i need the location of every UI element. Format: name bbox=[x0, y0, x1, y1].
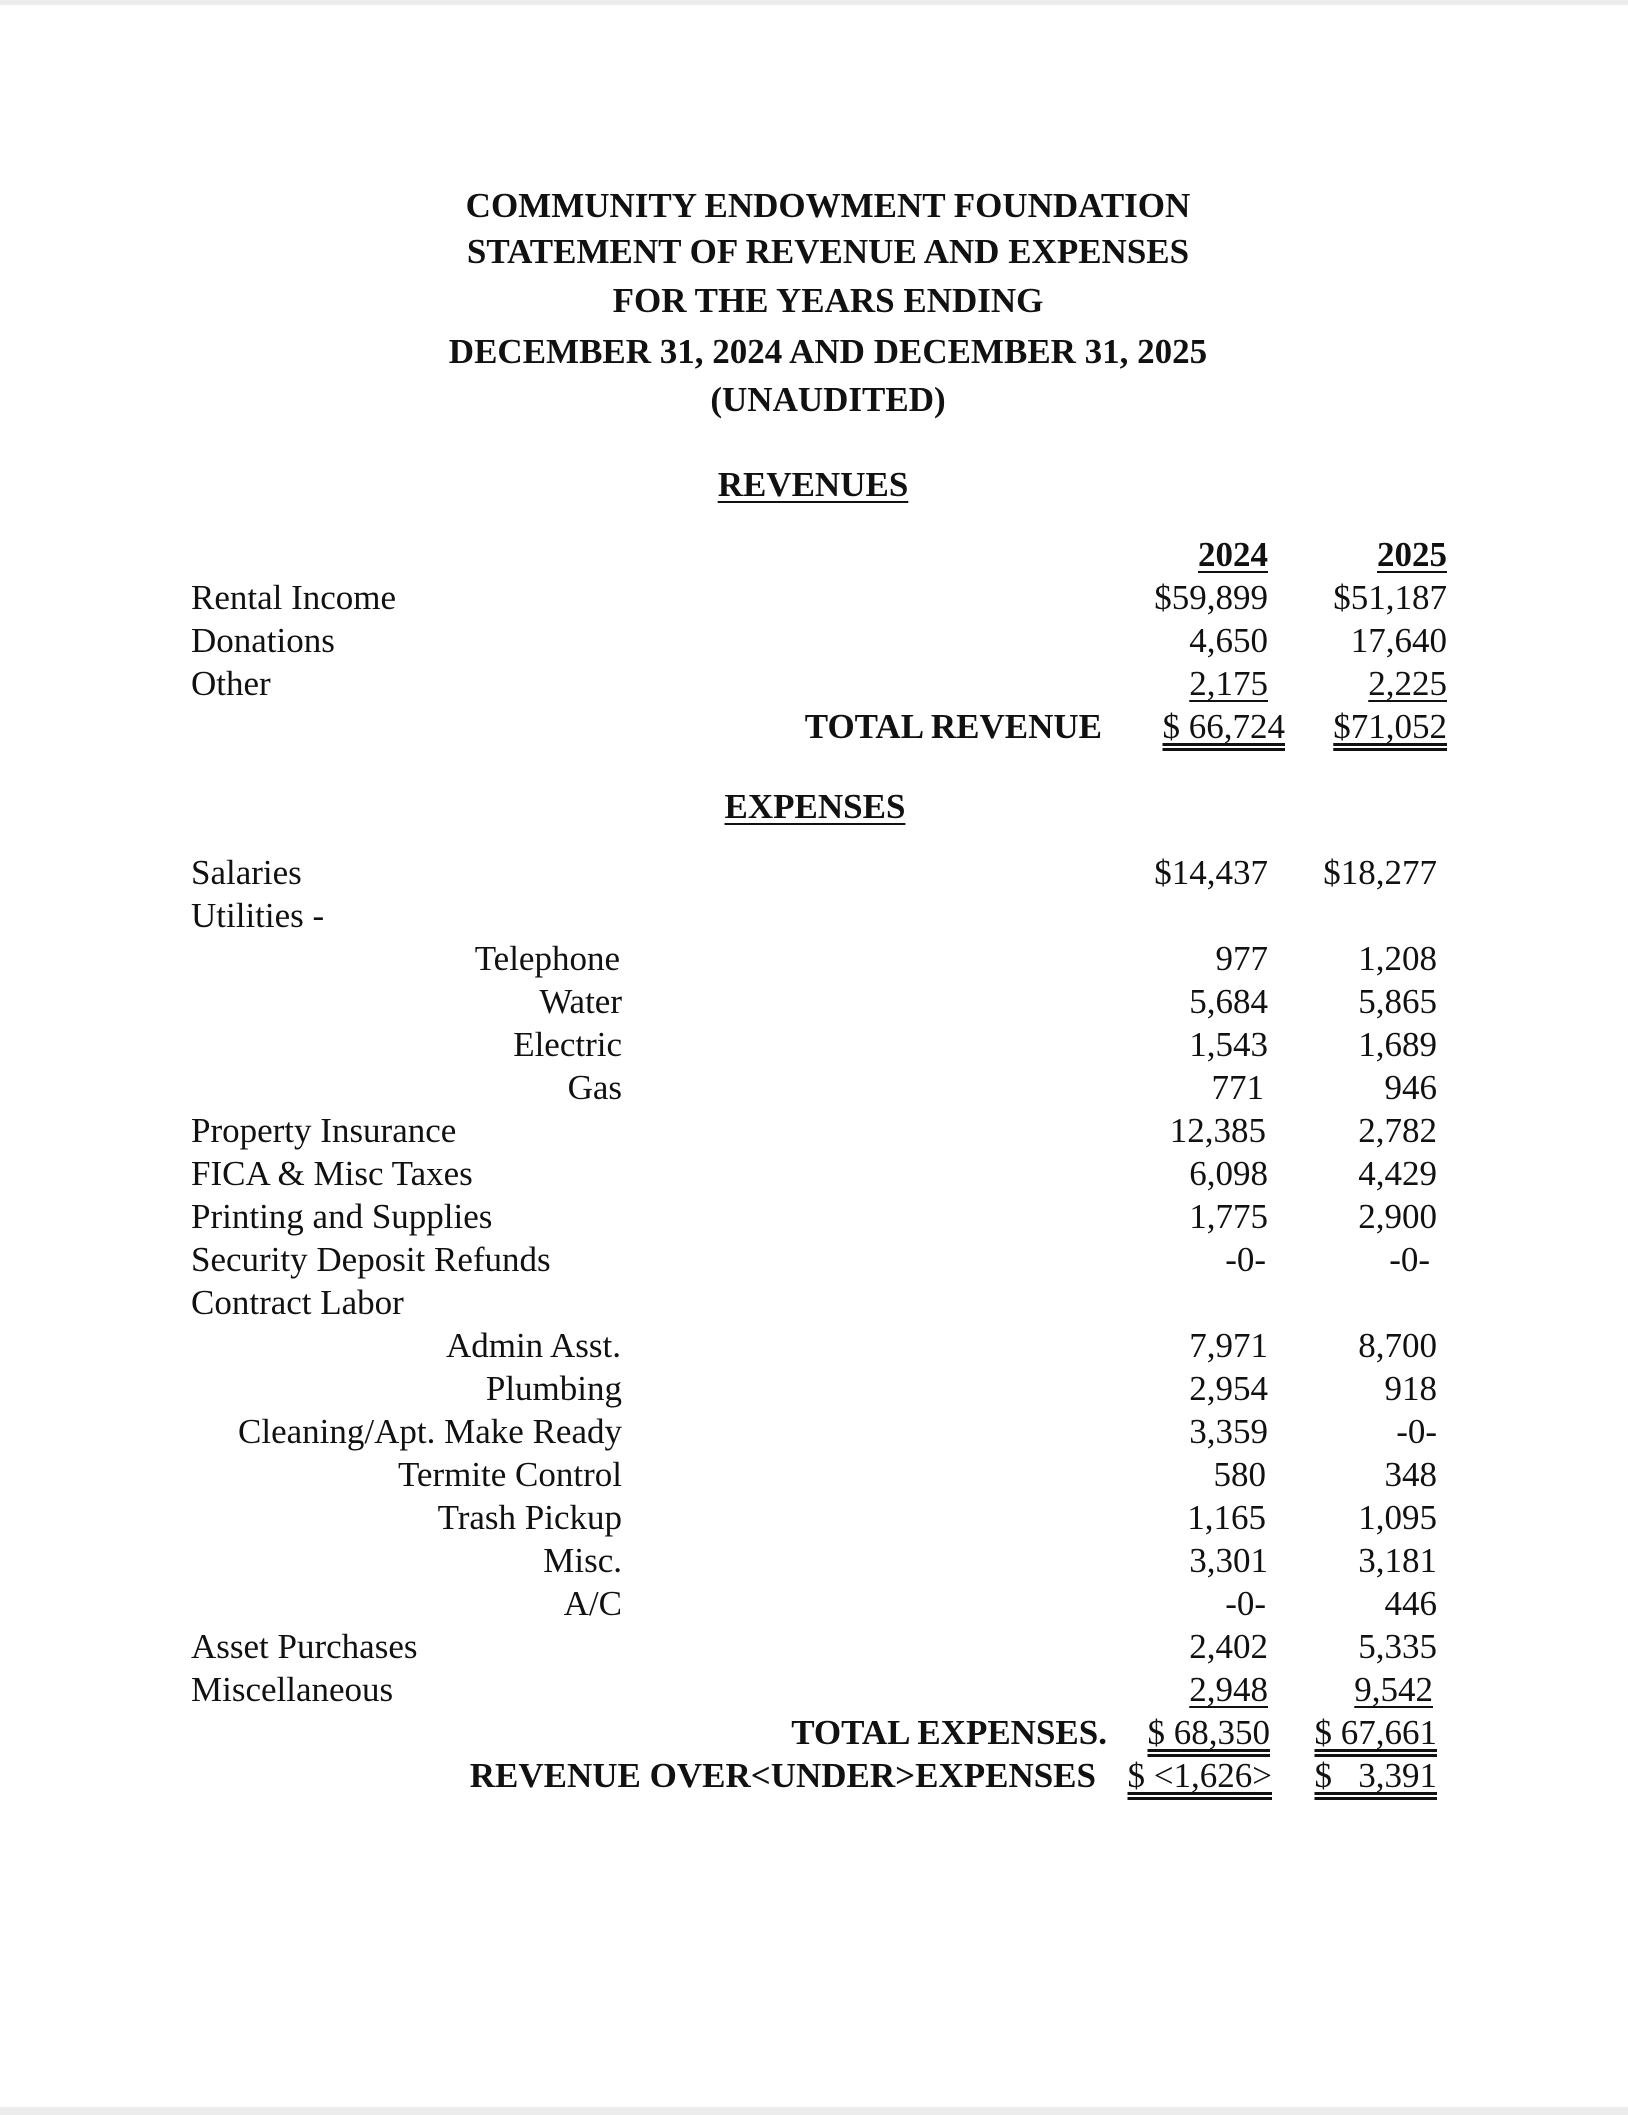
expense-row-2024: 2,402 bbox=[1189, 1627, 1268, 1666]
expense-row-2024: 580 bbox=[1213, 1455, 1266, 1494]
expense-row-label: Printing and Supplies bbox=[191, 1197, 493, 1236]
expense-subrow-label: Telephone bbox=[474, 939, 620, 978]
expense-row-2025: 5,865 bbox=[1358, 982, 1437, 1021]
expenses-heading: EXPENSES bbox=[724, 787, 906, 826]
expense-row-label: Miscellaneous bbox=[191, 1670, 394, 1709]
expense-row-2025: 2,900 bbox=[1358, 1197, 1437, 1236]
revenue-row-2025: $51,187 bbox=[1333, 578, 1447, 617]
expense-row-2025: 1,095 bbox=[1358, 1498, 1437, 1537]
expense-subrow-label: Electric bbox=[513, 1025, 622, 1064]
expense-row-2025: 918 bbox=[1384, 1369, 1437, 1408]
expense-subrow-label: Water bbox=[539, 982, 622, 1021]
expense-row-2025: 1,208 bbox=[1358, 939, 1437, 978]
expense-row-label: Salaries bbox=[191, 853, 302, 892]
expense-row-2024: 1,543 bbox=[1189, 1025, 1268, 1064]
column-header-2024: 2024 bbox=[1198, 535, 1268, 574]
revenue-row-2024: 2,175 bbox=[1189, 664, 1268, 703]
unaudited-note: (UNAUDITED) bbox=[710, 380, 946, 419]
expense-row-2024: 771 bbox=[1211, 1068, 1264, 1107]
bottom-border bbox=[0, 2107, 1628, 2115]
expense-row-2024: 12,385 bbox=[1169, 1111, 1266, 1150]
expense-subrow-label: Plumbing bbox=[485, 1369, 622, 1408]
expense-subrow-label: Trash Pickup bbox=[437, 1498, 622, 1537]
revenue-row-2024: $59,899 bbox=[1154, 578, 1268, 617]
contract-labor-label: Contract Labor bbox=[191, 1283, 404, 1322]
expense-subrow-label: Cleaning/Apt. Make Ready bbox=[238, 1412, 622, 1451]
expense-row-2024: -0- bbox=[1225, 1584, 1266, 1623]
expense-row-2025: 348 bbox=[1384, 1455, 1437, 1494]
revenue-row-2024: 4,650 bbox=[1189, 621, 1268, 660]
expense-subrow-label: Termite Control bbox=[397, 1455, 622, 1494]
expense-subrow-label: Misc. bbox=[543, 1541, 622, 1580]
expense-row-2025: -0- bbox=[1389, 1240, 1430, 1279]
expense-row-2025: 9,542 bbox=[1354, 1670, 1433, 1709]
revenue-row-label: Donations bbox=[191, 621, 335, 660]
total-revenue-label: TOTAL REVENUE bbox=[804, 707, 1102, 746]
expense-row-2025: 946 bbox=[1384, 1068, 1437, 1107]
expense-row-2025: 2,782 bbox=[1358, 1111, 1437, 1150]
expense-row-2024: 6,098 bbox=[1189, 1154, 1268, 1193]
expense-row-2024: 1,775 bbox=[1189, 1197, 1268, 1236]
expense-subrow-label: Admin Asst. bbox=[445, 1326, 621, 1365]
column-header-2025: 2025 bbox=[1377, 535, 1447, 574]
net-result-2024: $ <1,626> bbox=[1127, 1756, 1272, 1795]
expense-row-2025: 1,689 bbox=[1358, 1025, 1437, 1064]
expense-row-2024: 3,359 bbox=[1189, 1412, 1268, 1451]
revenue-row-2025: 17,640 bbox=[1350, 621, 1447, 660]
expense-row-2024: 5,684 bbox=[1189, 982, 1268, 1021]
expense-row-2025: 4,429 bbox=[1358, 1154, 1437, 1193]
utilities-label: Utilities - bbox=[191, 896, 325, 935]
expense-subrow-label: Gas bbox=[567, 1068, 622, 1107]
expense-row-label: Property Insurance bbox=[191, 1111, 457, 1150]
statement-title: STATEMENT OF REVENUE AND EXPENSES bbox=[466, 232, 1190, 271]
total-expenses-2024: $ 68,350 bbox=[1147, 1713, 1270, 1752]
revenue-row-label: Rental Income bbox=[191, 578, 397, 617]
total-expenses-2025: $ 67,661 bbox=[1314, 1713, 1437, 1752]
expense-row-2025: 8,700 bbox=[1358, 1326, 1437, 1365]
expense-row-label: Security Deposit Refunds bbox=[191, 1240, 551, 1279]
revenue-row-label: Other bbox=[191, 664, 271, 703]
revenue-row-2025: 2,225 bbox=[1368, 664, 1447, 703]
net-result-label: REVENUE OVER<UNDER>EXPENSES bbox=[469, 1756, 1096, 1795]
total-revenue-2025: $71,052 bbox=[1333, 707, 1447, 746]
expense-row-2024: 3,301 bbox=[1189, 1541, 1268, 1580]
expense-row-2024: 2,948 bbox=[1189, 1670, 1268, 1709]
expense-row-2024: 977 bbox=[1215, 939, 1268, 978]
expense-row-2025: 5,335 bbox=[1358, 1627, 1437, 1666]
expense-row-label: Asset Purchases bbox=[191, 1627, 418, 1666]
expense-row-2025: -0- bbox=[1396, 1412, 1437, 1451]
revenues-heading: REVENUES bbox=[717, 465, 909, 504]
period-dates: DECEMBER 31, 2024 AND DECEMBER 31, 2025 bbox=[448, 332, 1208, 371]
expense-row-2025: 446 bbox=[1384, 1584, 1437, 1623]
total-expenses-label: TOTAL EXPENSES. bbox=[791, 1713, 1107, 1752]
expense-row-2024: $14,437 bbox=[1154, 853, 1268, 892]
expense-row-2025: 3,181 bbox=[1358, 1541, 1437, 1580]
org-name: COMMUNITY ENDOWMENT FOUNDATION bbox=[465, 186, 1191, 225]
expense-row-label: FICA & Misc Taxes bbox=[191, 1154, 473, 1193]
expense-subrow-label: A/C bbox=[563, 1584, 622, 1623]
expense-row-2025: $18,277 bbox=[1323, 853, 1437, 892]
total-revenue-2024: $ 66,724 bbox=[1162, 707, 1285, 746]
expense-row-2024: 2,954 bbox=[1189, 1369, 1268, 1408]
expense-row-2024: 1,165 bbox=[1187, 1498, 1266, 1537]
period-line: FOR THE YEARS ENDING bbox=[612, 281, 1044, 320]
net-result-2025: $ 3,391 bbox=[1314, 1756, 1437, 1795]
expense-row-2024: -0- bbox=[1225, 1240, 1266, 1279]
expense-row-2024: 7,971 bbox=[1189, 1326, 1268, 1365]
